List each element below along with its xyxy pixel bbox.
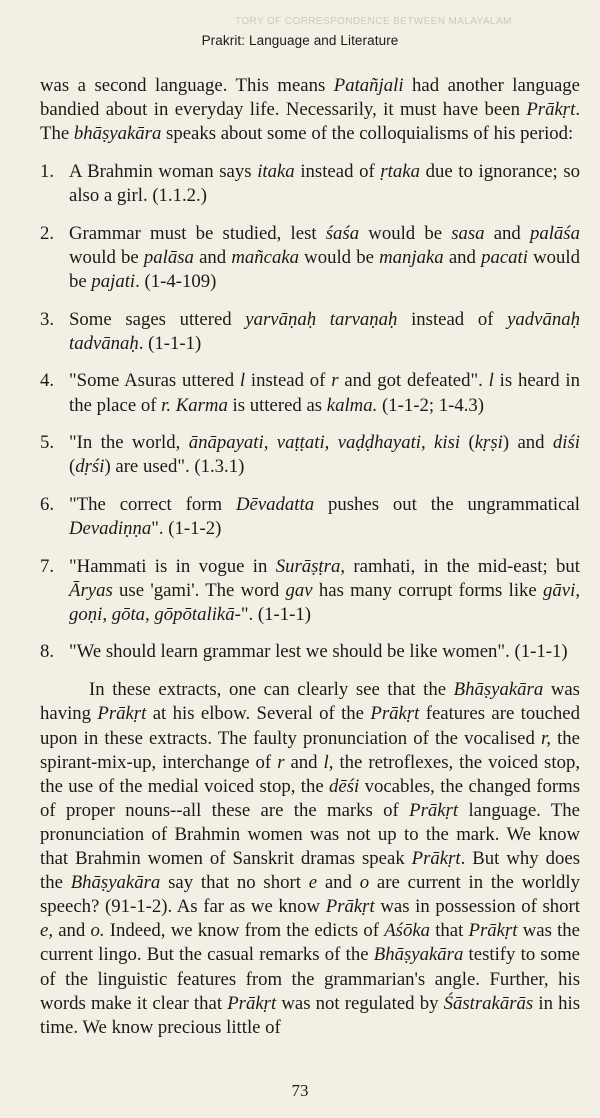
list-item: 4. "Some Asuras uttered l instead of r and got defeated". l is heard in the place of r. Karma is uttered as kalma. (1-1-2; 1-4.3) [40,370,581,416]
list-item: 6. "The correct form Dēvadatta pushes out the ungrammatical Devadiṇṇa". (1-1-2) [40,493,580,539]
colloquialism-list [40,160,580,664]
list-number: 2. [40,222,55,244]
list-number: 6. [40,493,55,515]
list-number: 5. [40,432,55,454]
closing-paragraph: In these extracts, one can clearly see that the Bhāṣyakāra was having Prākṛt at his elbow. Several of the Prākṛt features are touched upon in these extracts. The faulty pronunciation of the vocalised r, the spirant-mix-up, interchange of r and l, the retroflexes, the voiced stop, the use of the medial voiced stop, the dēśi vocables, the changed forms of proper nouns--all these are the marks of Prākṛt language. The pronunciation of Brahmin women was not up to the mark. We know that Brahmin women of Sanskrit dramas speak Prākṛt. But why does the Bhāṣyakāra say that no short e and o are current in the worldly speech? (91-1-2). As far as we know Prākṛt was in possession of short e, and o. Indeed, we know from the edicts of Aśōka that Prākṛt was the current lingo. But the casual remarks of the Bhāṣyakāra testify to some of the linguistic features from the grammarian's angle. Further, his words make it clear that Prākṛt was not regulated by Śāstrakārās in his time. We know precious little of [40,679,581,1038]
list-item: 8. "We should learn grammar lest we should be like women". (1-1-1) [40,640,580,664]
list-item: 2. Grammar must be studied, lest śaśa would be sasa and palāśa would be palāsa and mañcaka would be manjaka and pacati would be pajati. (1-4-109) [40,222,580,293]
page-number: 73 [291,1081,309,1100]
list-number: 3. [40,308,55,330]
list-number: 7. [40,555,55,577]
list-item: 7. "Hammati is in vogue in Surāṣṭra, ramhati, in the mid-east; but Āryas use 'gami'. The word gav has many corrupt forms like gāvi, goṇi, gōta, gōpōtalikā-". (1-1-1) [40,555,581,625]
intro-paragraph: was a second language. This means Patañjali had another language bandied about in everyday life. Necessarily, it must have been Prākṛt. The bhāṣyakāra speaks about some of the colloquialisms of his period: [40,75,580,145]
body-text [40,74,580,1040]
list-number: 1. [40,161,55,183]
running-head: Prakrit: Language and Literature [201,33,399,48]
list-item: 3. Some sages uttered yarvāṇaḥ tarvaṇaḥ instead of yadvānaḥ tadvānaḥ. (1-1-1) [40,308,580,354]
list-item: 1. A Brahmin woman says itaka instead of ṛtaka due to ignorance; so also a girl. (1.1.2.) [40,161,580,207]
list-number: 8. [40,641,55,663]
list-number: 4. [40,370,55,392]
list-item: 5. "In the world, ānāpayati, vaṭṭati, vaḍḍhayati, kisi (kṛṣi) and diśi (dṛśi) are used". (1.3.1) [40,432,580,478]
bleed-through-text: TORY OF CORRESPONDENCE BETWEEN MALAYALAM [235,16,512,27]
